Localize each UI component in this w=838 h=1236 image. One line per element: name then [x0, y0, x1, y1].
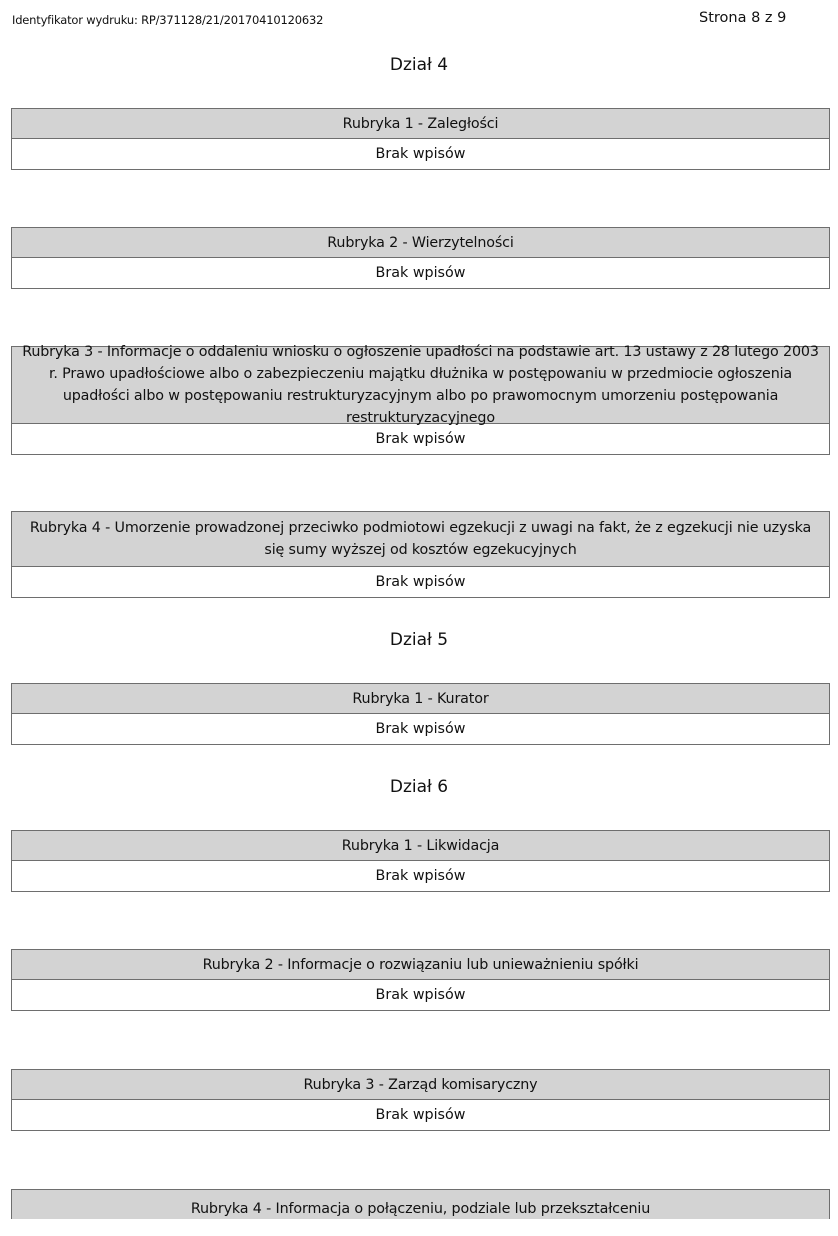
- rubric-d6-r4: [11, 1189, 830, 1219]
- rubric-d4-r3: [11, 346, 830, 455]
- rubric-body: Brak wpisów: [11, 714, 830, 745]
- rubric-d6-r2: [11, 949, 830, 1011]
- rubric-header: Rubryka 1 - Likwidacja: [11, 830, 830, 861]
- rubric-d5-r1: [11, 683, 830, 745]
- rubric-d4-r4: [11, 511, 830, 598]
- rubric-body: Brak wpisów: [11, 424, 830, 455]
- rubric-d4-r1: [11, 108, 830, 170]
- rubric-header: Rubryka 3 - Zarząd komisaryczny: [11, 1069, 830, 1100]
- rubric-d6-r1: [11, 830, 830, 892]
- rubric-header: Rubryka 4 - Umorzenie prowadzonej przeciwko podmiotowi egzekucji z uwagi na fakt, że z egzekucji nie uzyska się sumy wyższej od kosztów egzekucyjnych: [11, 511, 830, 567]
- rubric-body: Brak wpisów: [11, 139, 830, 170]
- section-title-dzial-5: Dział 5: [389, 630, 449, 650]
- page-number: Strona 8 z 9: [699, 10, 787, 26]
- rubric-body: Brak wpisów: [11, 980, 830, 1011]
- rubric-header: Rubryka 2 - Informacje o rozwiązaniu lub unieważnieniu spółki: [11, 949, 830, 980]
- rubric-d4-r2: [11, 227, 830, 289]
- rubric-body: Brak wpisów: [11, 567, 830, 598]
- rubric-d6-r3: [11, 1069, 830, 1131]
- rubric-header: Rubryka 3 - Informacje o oddaleniu wniosku o ogłoszenie upadłości na podstawie art. 13 ustawy z 28 lutego 2003 r. Prawo upadłościowe albo o zabezpieczeniu majątku dłużnika w postępowaniu w przedmiocie ogłoszenia upadłości albo w postępowaniu restrukturyzacyjnym albo po prawomocnym umorzeniu postępowania restrukturyzacyjnego: [11, 346, 830, 424]
- rubric-body: Brak wpisów: [11, 861, 830, 892]
- rubric-header: Rubryka 1 - Kurator: [11, 683, 830, 714]
- rubric-header: Rubryka 1 - Zaległości: [11, 108, 830, 139]
- print-identifier: Identyfikator wydruku: RP/371128/21/20170410120632: [12, 13, 324, 27]
- rubric-body: Brak wpisów: [11, 258, 830, 289]
- rubric-header: Rubryka 4 - Informacja o połączeniu, podziale lub przekształceniu: [11, 1189, 830, 1219]
- rubric-header: Rubryka 2 - Wierzytelności: [11, 227, 830, 258]
- section-title-dzial-4: Dział 4: [389, 55, 449, 75]
- section-title-dzial-6: Dział 6: [389, 777, 449, 797]
- rubric-body: Brak wpisów: [11, 1100, 830, 1131]
